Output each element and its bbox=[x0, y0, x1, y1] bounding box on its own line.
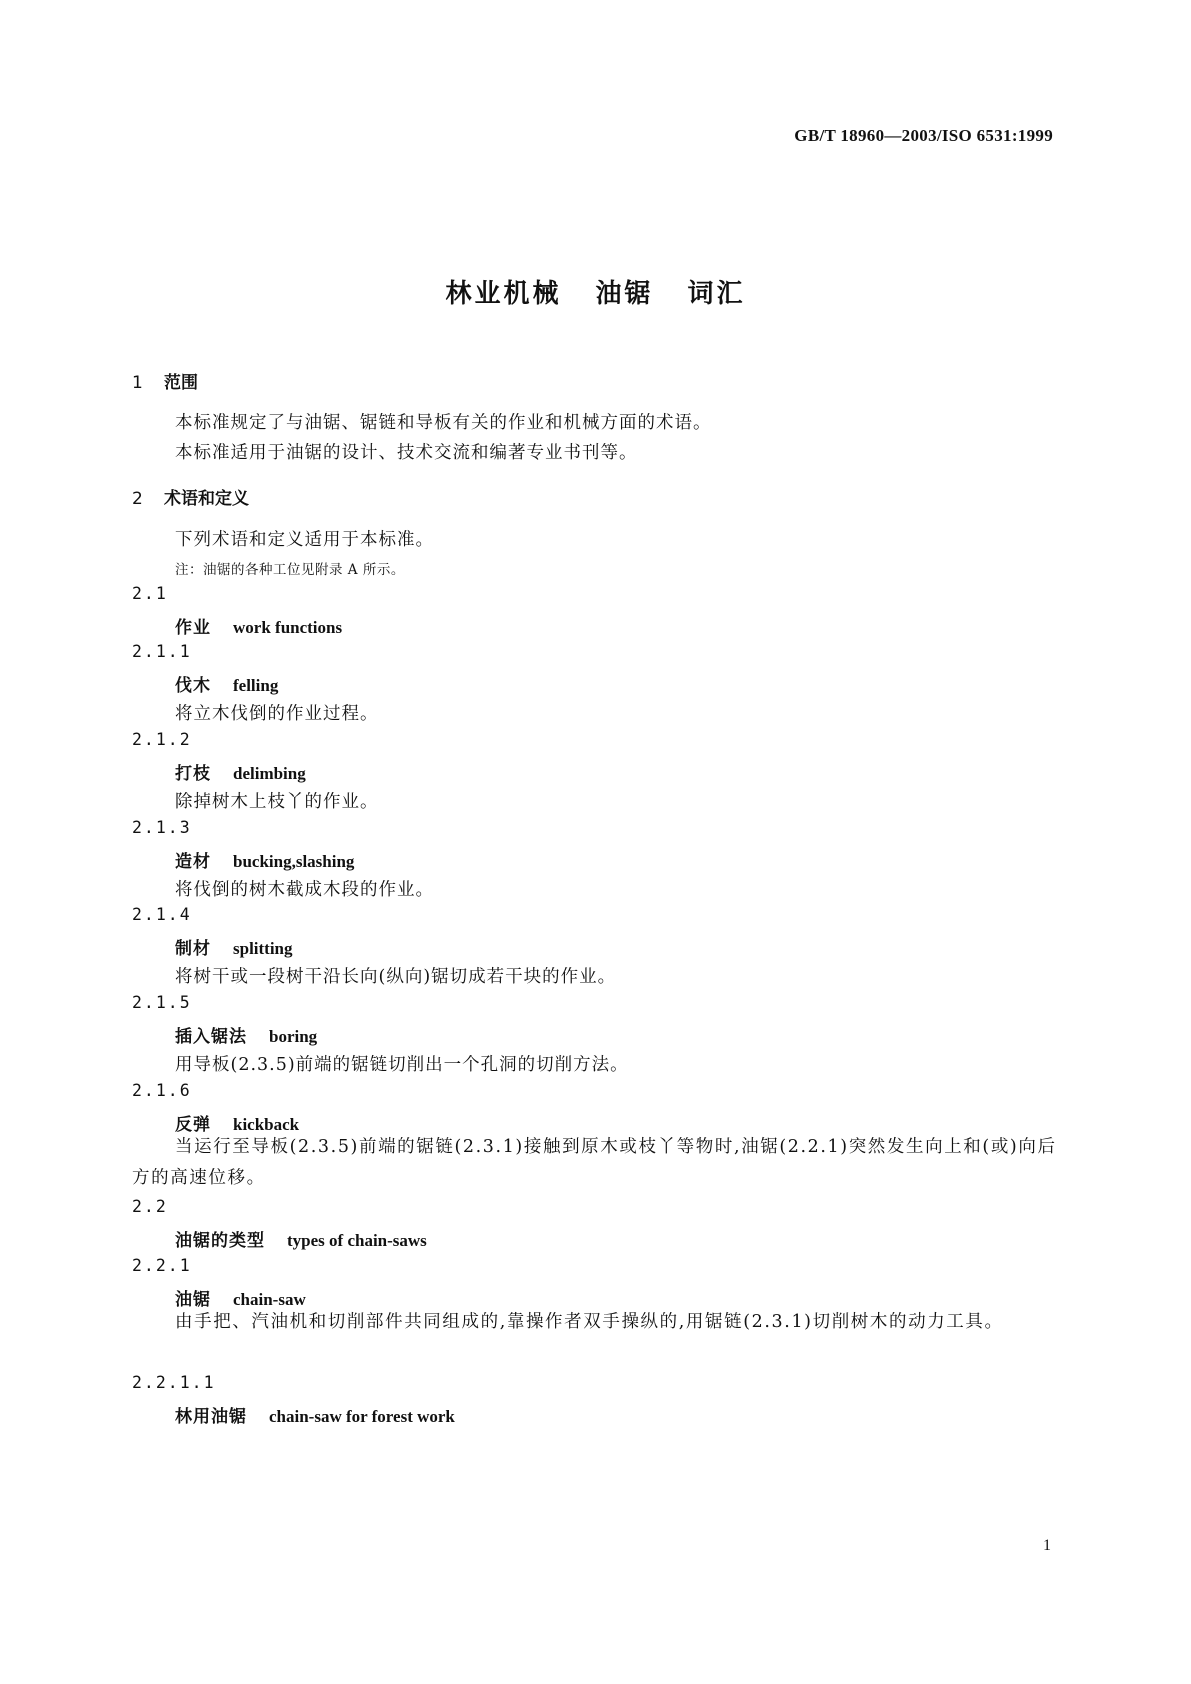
section-number: 2 bbox=[132, 489, 143, 509]
section-number: 1 bbox=[132, 373, 143, 393]
clause-number: 2.1.3 bbox=[132, 818, 192, 837]
term-en: boring bbox=[269, 1027, 318, 1046]
clause-number: 2.1.4 bbox=[132, 905, 192, 924]
page-number: 1 bbox=[1043, 1537, 1051, 1554]
paragraph: 本标准规定了与油锯、锯链和导板有关的作业和机械方面的术语。 bbox=[175, 413, 712, 433]
term-en: kickback bbox=[233, 1115, 300, 1134]
term-heading bbox=[175, 671, 278, 696]
term-heading bbox=[175, 613, 342, 638]
term-zh: 作业 bbox=[175, 618, 211, 638]
term-zh: 造材 bbox=[175, 852, 211, 872]
title-part-2: 油锯 bbox=[595, 279, 654, 309]
term-definition: 当运行至导板(2.3.5)前端的锯链(2.3.1)接触到原木或枝丫等物时,油锯(2.2.1)突然发生向上和(或)向后方的高速位移。 bbox=[132, 1137, 1057, 1188]
section-heading-terms bbox=[132, 484, 249, 509]
standard-code: GB/T 18960—2003/ISO 6531:1999 bbox=[794, 126, 1053, 145]
term-definition: 除掉树木上枝丫的作业。 bbox=[175, 792, 379, 812]
term-heading bbox=[175, 1022, 317, 1047]
section-label: 范围 bbox=[164, 373, 198, 393]
term-en: work functions bbox=[233, 618, 343, 637]
clause-number: 2.2 bbox=[132, 1197, 168, 1216]
term-definition: 由手把、汽油机和切削部件共同组成的,靠操作者双手操纵的,用锯链(2.3.1)切削树木的动力工具。 bbox=[175, 1312, 1004, 1332]
term-en: splitting bbox=[233, 939, 293, 958]
note: 注：油锯的各种工位见附录 A 所示。 bbox=[175, 562, 405, 578]
term-definition: 将树干或一段树干沿长向(纵向)锯切成若干块的作业。 bbox=[175, 967, 617, 987]
term-definition: 将伐倒的树木截成木段的作业。 bbox=[175, 880, 434, 900]
clause-number: 2.1.1 bbox=[132, 642, 192, 661]
term-en: bucking,slashing bbox=[233, 852, 355, 871]
clause-number: 2.1 bbox=[132, 584, 168, 603]
term-zh: 制材 bbox=[175, 939, 211, 959]
clause-number: 2.2.1 bbox=[132, 1256, 192, 1275]
paragraph: 本标准适用于油锯的设计、技术交流和编著专业书刊等。 bbox=[175, 443, 638, 463]
paragraph: 下列术语和定义适用于本标准。 bbox=[175, 530, 434, 550]
term-zh: 油锯的类型 bbox=[175, 1231, 265, 1251]
clause-number: 2.1.6 bbox=[132, 1081, 192, 1100]
term-heading bbox=[175, 934, 293, 959]
title-part-1: 林业机械 bbox=[445, 279, 562, 309]
term-heading bbox=[175, 847, 354, 872]
term-heading bbox=[175, 759, 306, 784]
clause-number: 2.1.2 bbox=[132, 730, 192, 749]
term-zh: 插入锯法 bbox=[175, 1027, 247, 1047]
term-zh: 伐木 bbox=[175, 676, 211, 696]
clause-number: 2.2.1.1 bbox=[132, 1373, 216, 1392]
clause-number: 2.1.5 bbox=[132, 993, 192, 1012]
page-title bbox=[0, 273, 1191, 310]
term-zh: 林用油锯 bbox=[175, 1407, 247, 1427]
title-part-3: 词汇 bbox=[687, 279, 746, 309]
term-en: delimbing bbox=[233, 764, 306, 783]
section-heading-scope bbox=[132, 368, 198, 393]
term-zh: 油锯 bbox=[175, 1290, 211, 1310]
term-heading bbox=[175, 1226, 427, 1251]
term-zh: 打枝 bbox=[175, 764, 211, 784]
term-en: chain-saw bbox=[233, 1290, 306, 1309]
term-en: types of chain-saws bbox=[287, 1231, 427, 1250]
term-en: chain-saw for forest work bbox=[269, 1407, 455, 1426]
section-label: 术语和定义 bbox=[164, 489, 249, 509]
term-definition: 将立木伐倒的作业过程。 bbox=[175, 704, 379, 724]
term-definition: 用导板(2.3.5)前端的锯链切削出一个孔洞的切削方法。 bbox=[175, 1055, 629, 1075]
term-heading bbox=[175, 1402, 455, 1427]
term-en: felling bbox=[233, 676, 279, 695]
term-zh: 反弹 bbox=[175, 1115, 211, 1135]
